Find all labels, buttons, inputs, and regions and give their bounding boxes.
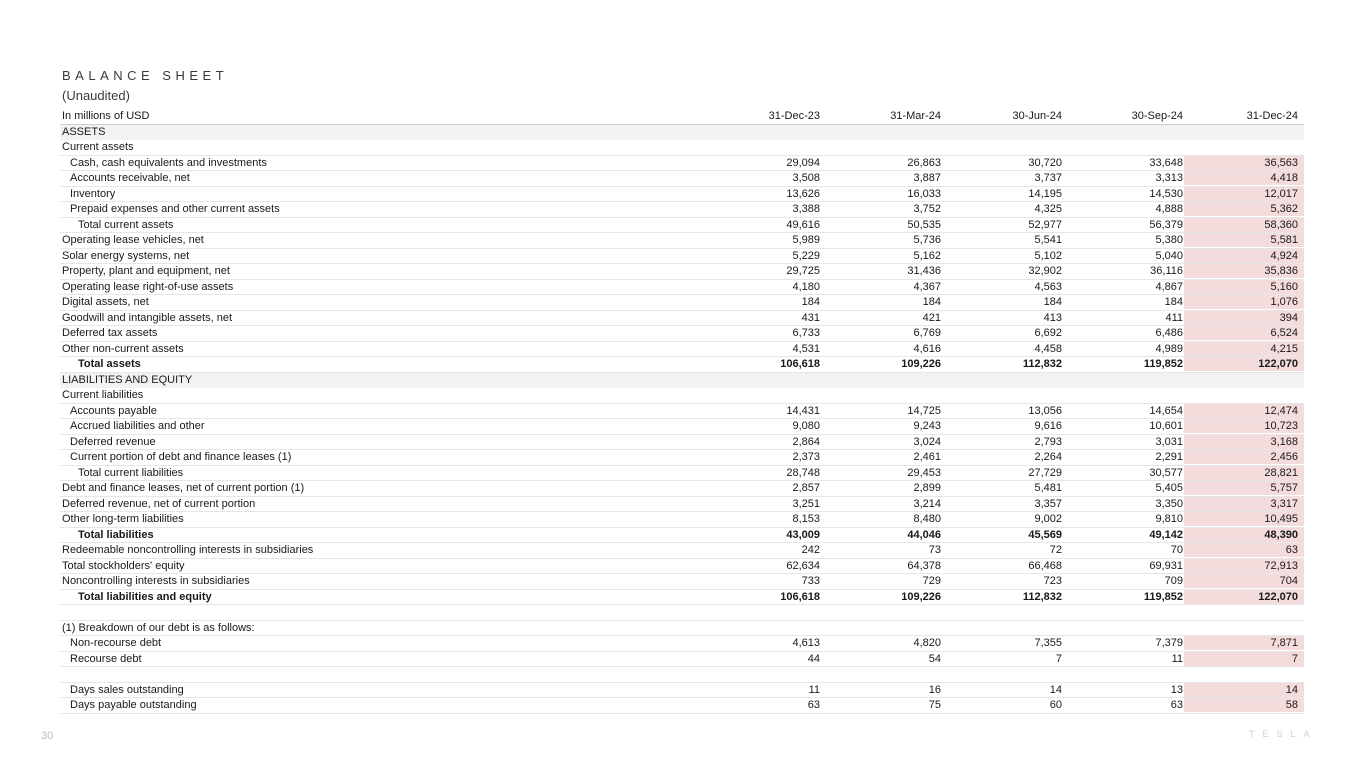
table-row [60,342,1304,358]
cell-value: 10,601 [1149,420,1183,433]
cell-value: 14,431 [786,404,820,417]
column-header: 31-Mar-24 [890,110,941,123]
cell-value: 3,313 [1155,172,1183,185]
row-label: Redeemable noncontrolling interests in subsidiaries [62,544,314,557]
page-title: BALANCE SHEET [62,68,229,83]
table-row [60,187,1304,203]
row-label: Prepaid expenses and other current assets [70,203,280,216]
cell-value: 14,530 [1149,187,1183,200]
table-row [60,218,1304,234]
cell-value: 30,577 [1149,466,1183,479]
row-label: Other long-term liabilities [62,513,184,526]
cell-value: 723 [1043,575,1062,588]
table-row [60,450,1304,466]
table-row [60,683,1304,699]
cell-value: 5,481 [1034,482,1062,495]
cell-value: 122,070 [1184,357,1304,371]
cell-value: 5,405 [1155,482,1183,495]
cell-value: 4,989 [1155,342,1183,355]
cell-value: 4,367 [913,280,941,293]
table-row [60,590,1304,606]
cell-value: 5,162 [913,249,941,262]
cell-value: 31,436 [907,265,941,278]
cell-value: 122,070 [1184,590,1304,604]
row-label: Digital assets, net [62,296,149,309]
cell-value: 4,924 [1184,249,1304,263]
unit-label: In millions of USD [62,110,150,123]
table-row [60,543,1304,559]
cell-value: 10,495 [1184,512,1304,526]
cell-value: 13,626 [786,187,820,200]
cell-value: 33,648 [1149,156,1183,169]
row-label: Total stockholders' equity [62,559,185,572]
row-label: Property, plant and equipment, net [62,265,230,278]
row-label: (1) Breakdown of our debt is as follows: [62,621,255,634]
cell-value: 3,031 [1155,435,1183,448]
cell-value: 242 [801,544,820,557]
cell-value: 27,729 [1028,466,1062,479]
cell-value: 5,989 [792,234,820,247]
cell-value: 5,160 [1184,280,1304,294]
cell-value: 72,913 [1184,559,1304,573]
cell-value: 30,720 [1028,156,1062,169]
cell-value: 3,317 [1184,497,1304,511]
row-label: Current liabilities [62,389,144,402]
cell-value: 411 [1165,311,1183,324]
cell-value: 3,350 [1155,497,1183,510]
cell-value: 5,541 [1034,234,1062,247]
cell-value: 49,142 [1149,528,1183,541]
cell-value: 12,474 [1184,404,1304,418]
cell-value: 6,692 [1034,327,1062,340]
section-header-row [60,373,1304,389]
cell-value: 5,736 [913,234,941,247]
cell-value: 58 [1184,698,1304,712]
cell-value: 7,355 [1034,637,1062,650]
table-row [60,512,1304,528]
cell-value: 5,102 [1034,249,1062,262]
brand-logo: TESLA [1249,729,1318,739]
row-label: Accounts receivable, net [70,172,190,185]
cell-value: 431 [801,311,820,324]
cell-value: 11 [1171,652,1183,665]
cell-value: 29,094 [786,156,820,169]
cell-value: 4,888 [1155,203,1183,216]
row-label: Other non-current assets [62,342,184,355]
cell-value: 184 [801,296,820,309]
cell-value: 44 [807,652,820,665]
table-row [60,481,1304,497]
row-label: Operating lease right-of-use assets [62,280,234,293]
cell-value: 2,857 [792,482,820,495]
cell-value: 60 [1049,699,1062,712]
table-row [60,264,1304,280]
row-label: Total current liabilities [78,466,184,479]
cell-value: 733 [801,575,820,588]
cell-value: 9,810 [1155,513,1183,526]
table-row [60,605,1304,621]
cell-value: 109,226 [901,590,941,603]
page-subtitle: (Unaudited) [62,88,130,103]
cell-value: 4,215 [1184,342,1304,356]
row-label: Days sales outstanding [70,683,184,696]
table-row [60,574,1304,590]
cell-value: 4,325 [1034,203,1062,216]
cell-value: 4,180 [792,280,820,293]
cell-value: 10,723 [1184,419,1304,433]
row-label: Noncontrolling interests in subsidiaries [62,575,250,588]
cell-value: 109,226 [901,358,941,371]
cell-value: 1,076 [1184,295,1304,309]
cell-value: 7 [1184,652,1304,666]
cell-value: 16 [928,683,941,696]
cell-value: 421 [922,311,941,324]
row-label: Total current assets [78,218,174,231]
row-label: Non-recourse debt [70,637,162,650]
table-row [60,326,1304,342]
cell-value: 56,379 [1149,218,1183,231]
cell-value: 7 [1055,652,1062,665]
table-row [60,233,1304,249]
row-label: LIABILITIES AND EQUITY [62,373,193,386]
cell-value: 16,033 [907,187,941,200]
cell-value: 69,931 [1149,559,1183,572]
cell-value: 29,453 [907,466,941,479]
cell-value: 2,793 [1034,435,1062,448]
cell-value: 5,229 [792,249,820,262]
cell-value: 4,418 [1184,171,1304,185]
cell-value: 6,524 [1184,326,1304,340]
table-row [60,698,1304,714]
cell-value: 9,616 [1034,420,1062,433]
column-header: 31-Dec-24 [1246,110,1298,123]
cell-value: 14 [1049,683,1062,696]
cell-value: 2,291 [1155,451,1183,464]
table-row [60,249,1304,265]
cell-value: 45,569 [1028,528,1062,541]
cell-value: 5,040 [1155,249,1183,262]
cell-value: 49,616 [786,218,820,231]
row-label: Solar energy systems, net [62,249,190,262]
cell-value: 26,863 [907,156,941,169]
cell-value: 8,480 [913,513,941,526]
table-row [60,652,1304,668]
cell-value: 3,168 [1184,435,1304,449]
cell-value: 184 [1164,296,1183,309]
table-row [60,404,1304,420]
cell-value: 2,373 [792,451,820,464]
cell-value: 4,616 [913,342,941,355]
cell-value: 112,832 [1022,590,1062,603]
balance-sheet-table [60,109,1304,714]
cell-value: 3,024 [913,435,941,448]
cell-value: 32,902 [1028,265,1062,278]
cell-value: 62,634 [786,559,820,572]
cell-value: 4,458 [1034,342,1062,355]
cell-value: 119,852 [1143,590,1183,603]
cell-value: 3,388 [792,203,820,216]
cell-value: 3,737 [1034,172,1062,185]
table-row [60,311,1304,327]
table-row [60,357,1304,373]
table-header-row [60,109,1304,125]
table-row [60,295,1304,311]
table-row [60,140,1304,156]
cell-value: 184 [922,296,941,309]
table-row [60,280,1304,296]
cell-value: 106,618 [780,358,820,371]
row-label: Current portion of debt and finance leases (1) [70,451,292,464]
row-label: Inventory [70,187,116,200]
cell-value: 14,195 [1028,187,1062,200]
cell-value: 13 [1170,683,1183,696]
row-label: Cash, cash equivalents and investments [70,156,267,169]
table-row [60,435,1304,451]
cell-value: 6,486 [1155,327,1183,340]
cell-value: 72 [1049,544,1062,557]
cell-value: 54 [928,652,941,665]
column-header: 30-Sep-24 [1131,110,1183,123]
table-row [60,667,1304,683]
table-row [60,497,1304,513]
cell-value: 73 [928,544,941,557]
cell-value: 3,508 [792,172,820,185]
cell-value: 5,757 [1184,481,1304,495]
cell-value: 29,725 [786,265,820,278]
cell-value: 36,116 [1150,265,1183,278]
cell-value: 6,769 [913,327,941,340]
cell-value: 2,864 [792,435,820,448]
cell-value: 7,379 [1155,637,1183,650]
table-row [60,466,1304,482]
cell-value: 2,264 [1034,451,1062,464]
cell-value: 13,056 [1028,404,1062,417]
table-row [60,419,1304,435]
row-label: Total liabilities [78,528,154,541]
page-number: 30 [41,730,54,742]
row-label: Deferred revenue, net of current portion [62,497,256,510]
cell-value: 3,752 [913,203,941,216]
cell-value: 3,887 [913,172,941,185]
row-label: Accounts payable [70,404,157,417]
row-label: Days payable outstanding [70,699,197,712]
table-row [60,388,1304,404]
table-row [60,171,1304,187]
row-label: Recourse debt [70,652,142,665]
cell-value: 28,821 [1184,466,1304,480]
cell-value: 63 [1170,699,1183,712]
cell-value: 35,836 [1184,264,1304,278]
cell-value: 14,654 [1149,404,1183,417]
cell-value: 9,002 [1034,513,1062,526]
cell-value: 9,243 [913,420,941,433]
cell-value: 4,820 [913,637,941,650]
column-header: 31-Dec-23 [768,110,820,123]
cell-value: 14 [1184,683,1304,697]
column-header: 30-Jun-24 [1012,110,1062,123]
table-body [60,125,1304,714]
cell-value: 63 [807,699,820,712]
cell-value: 709 [1164,575,1183,588]
cell-value: 11 [808,683,820,696]
cell-value: 2,899 [913,482,941,495]
table-row [60,528,1304,544]
table-row [60,559,1304,575]
cell-value: 58,360 [1184,218,1304,232]
cell-value: 2,456 [1184,450,1304,464]
cell-value: 50,535 [907,218,941,231]
row-label: Deferred revenue [70,435,156,448]
cell-value: 3,251 [792,497,820,510]
cell-value: 4,613 [792,637,820,650]
cell-value: 729 [922,575,941,588]
cell-value: 704 [1184,574,1304,588]
table-row [60,156,1304,172]
cell-value: 14,725 [907,404,941,417]
table-row [60,621,1304,637]
table-row [60,202,1304,218]
cell-value: 36,563 [1184,156,1304,170]
cell-value: 44,046 [907,528,941,541]
cell-value: 413 [1043,311,1062,324]
row-label: Total assets [78,358,141,371]
row-label: ASSETS [62,125,106,138]
cell-value: 184 [1043,296,1062,309]
row-label: Operating lease vehicles, net [62,234,204,247]
cell-value: 106,618 [780,590,820,603]
cell-value: 5,362 [1184,202,1304,216]
section-header-row [60,125,1304,141]
cell-value: 4,563 [1034,280,1062,293]
cell-value: 43,009 [786,528,820,541]
cell-value: 64,378 [907,559,941,572]
row-label: Deferred tax assets [62,327,158,340]
cell-value: 3,357 [1034,497,1062,510]
cell-value: 5,581 [1184,233,1304,247]
cell-value: 4,867 [1155,280,1183,293]
row-label: Goodwill and intangible assets, net [62,311,232,324]
cell-value: 48,390 [1184,528,1304,542]
cell-value: 28,748 [786,466,820,479]
row-label: Current assets [62,141,134,154]
cell-value: 63 [1184,543,1304,557]
table-row [60,636,1304,652]
cell-value: 75 [928,699,941,712]
cell-value: 70 [1170,544,1183,557]
cell-value: 5,380 [1155,234,1183,247]
cell-value: 12,017 [1184,187,1304,201]
cell-value: 4,531 [792,342,820,355]
cell-value: 119,852 [1143,358,1183,371]
cell-value: 7,871 [1184,636,1304,650]
row-label: Total liabilities and equity [78,590,212,603]
cell-value: 52,977 [1028,218,1062,231]
cell-value: 3,214 [913,497,941,510]
cell-value: 6,733 [792,327,820,340]
cell-value: 2,461 [913,451,941,464]
row-label: Debt and finance leases, net of current portion (1) [62,482,305,495]
row-label: Accrued liabilities and other [70,420,205,433]
cell-value: 8,153 [792,513,820,526]
cell-value: 394 [1184,311,1304,325]
cell-value: 9,080 [792,420,820,433]
cell-value: 112,832 [1022,358,1062,371]
cell-value: 66,468 [1028,559,1062,572]
